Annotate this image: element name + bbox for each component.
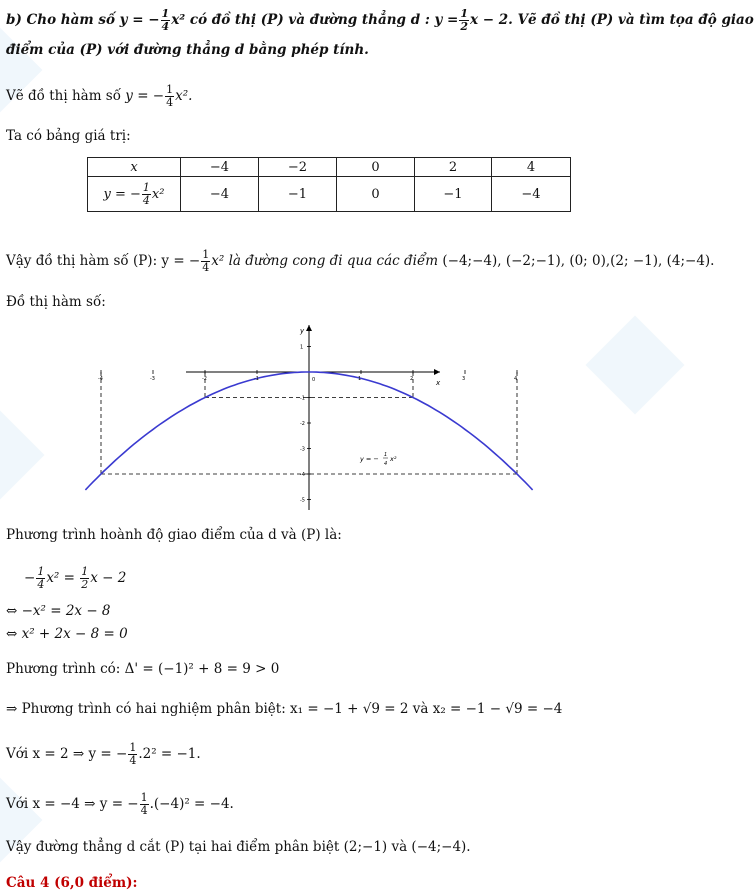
problem-line-1: b) Cho hàm số y = − $\frac{1}{4}$ x² có đồ thị (P) và đường thẳng d : y = $\frac{1}{2}$ x − 2. Vẽ đồ thị (P) và tìm tọa độ giao [6, 7, 754, 33]
substitute-2: Với x = −4 ⇒ y = − $\frac{1}{4}$ .(−4)² = −4. [6, 791, 234, 817]
table-header-cell: −2 [259, 158, 337, 177]
curve-label [359, 452, 397, 467]
curve-label-pre: y = − [360, 455, 379, 463]
delta-line: Phương trình có: Δ' = (−1)² + 8 = 9 > 0 [6, 661, 280, 677]
table-header-cell: 4 [492, 158, 571, 177]
table-cell: −1 [415, 177, 492, 212]
roots-line: ⇒ Phương trình có hai nghiệm phân biệt: x₁ = −1 + √9 = 2 và x₂ = −1 − √9 = −4 [6, 701, 563, 717]
x-tick-label: -3 [150, 376, 155, 382]
x-tick-label: 2 [410, 376, 414, 382]
curve-label-post: x² [390, 455, 397, 463]
x-axis-arrow [434, 369, 440, 375]
x-tick-label: -1 [254, 376, 259, 382]
y-tick-label: 1 [300, 344, 304, 351]
watermark-shape [0, 406, 44, 505]
table-cell: −4 [492, 177, 571, 212]
table-header-cell: 0 [337, 158, 415, 177]
y-axis-arrow [306, 325, 312, 331]
graph-title: Đồ thị hàm số: [6, 294, 106, 310]
substitute-1: Với x = 2 ⇒ y = − $\frac{1}{4}$ .2² = −1. [6, 741, 201, 767]
table-row-label: y = − $\frac{1}{4}$ x² [88, 177, 181, 212]
fraction: $\frac{1}{2}$ [460, 7, 469, 33]
x-axis-label: x [436, 379, 441, 387]
fraction: $\frac{1}{4}$ [161, 7, 170, 33]
y-tick-label: -2 [300, 421, 305, 427]
table-cell: −1 [259, 177, 337, 212]
conclusion: Vậy đường thẳng d cắt (P) tại hai điểm phân biệt (2;−1) và (−4;−4). [6, 839, 471, 855]
value-table [87, 157, 571, 212]
table-header-cell: 2 [415, 158, 492, 177]
table-intro: Ta có bảng giá trị: [6, 128, 131, 144]
y-tick-label: -5 [300, 497, 305, 504]
equation-3: ⇔ x² + 2x − 8 = 0 [6, 626, 128, 642]
passes-through-line: Vậy đồ thị hàm số (P): y = − $\frac{1}{4}$ x² là đường cong đi qua các điểm (−4;−4), (−2;−1), (0; 0),(2; −1), (4;−4). [6, 248, 715, 274]
x-tick-label: -2 [202, 376, 207, 382]
x-tick-label: -4 [98, 376, 103, 382]
y-axis-label: y [300, 327, 305, 335]
next-question-heading: Câu 4 (6,0 điểm): [6, 875, 138, 891]
table-header-cell: −4 [181, 158, 259, 177]
y-tick-label: -1 [300, 395, 305, 402]
curve-label-numerator: 1 [384, 452, 388, 458]
intersection-intro: Phương trình hoành độ giao điểm của d và (P) là: [6, 527, 342, 543]
watermark-shape [586, 316, 685, 415]
x-tick-label: 4 [514, 376, 518, 382]
equation-1: − $\frac{1}{4}$ x² = $\frac{1}{2}$ x − 2 [24, 565, 127, 591]
x-tick-label: 1 [358, 376, 362, 382]
parabola-curve [85, 372, 532, 490]
table-cell: −4 [181, 177, 259, 212]
equation-2: ⇔ −x² = 2x − 8 [6, 603, 111, 619]
table-header-cell: x [88, 158, 181, 177]
origin-label: 0 [312, 377, 316, 383]
draw-intro: Vẽ đồ thị hàm số y = − $\frac{1}{4}$ x². [6, 83, 193, 109]
curve-label-denominator: 4 [384, 461, 388, 467]
table-cell: 0 [337, 177, 415, 212]
x-tick-label: 3 [462, 376, 466, 382]
problem-line-2: điểm của (P) với đường thẳng d bằng phép tính. [6, 42, 369, 58]
y-tick-label: -3 [300, 446, 305, 453]
y-tick-label: -4 [300, 472, 305, 478]
